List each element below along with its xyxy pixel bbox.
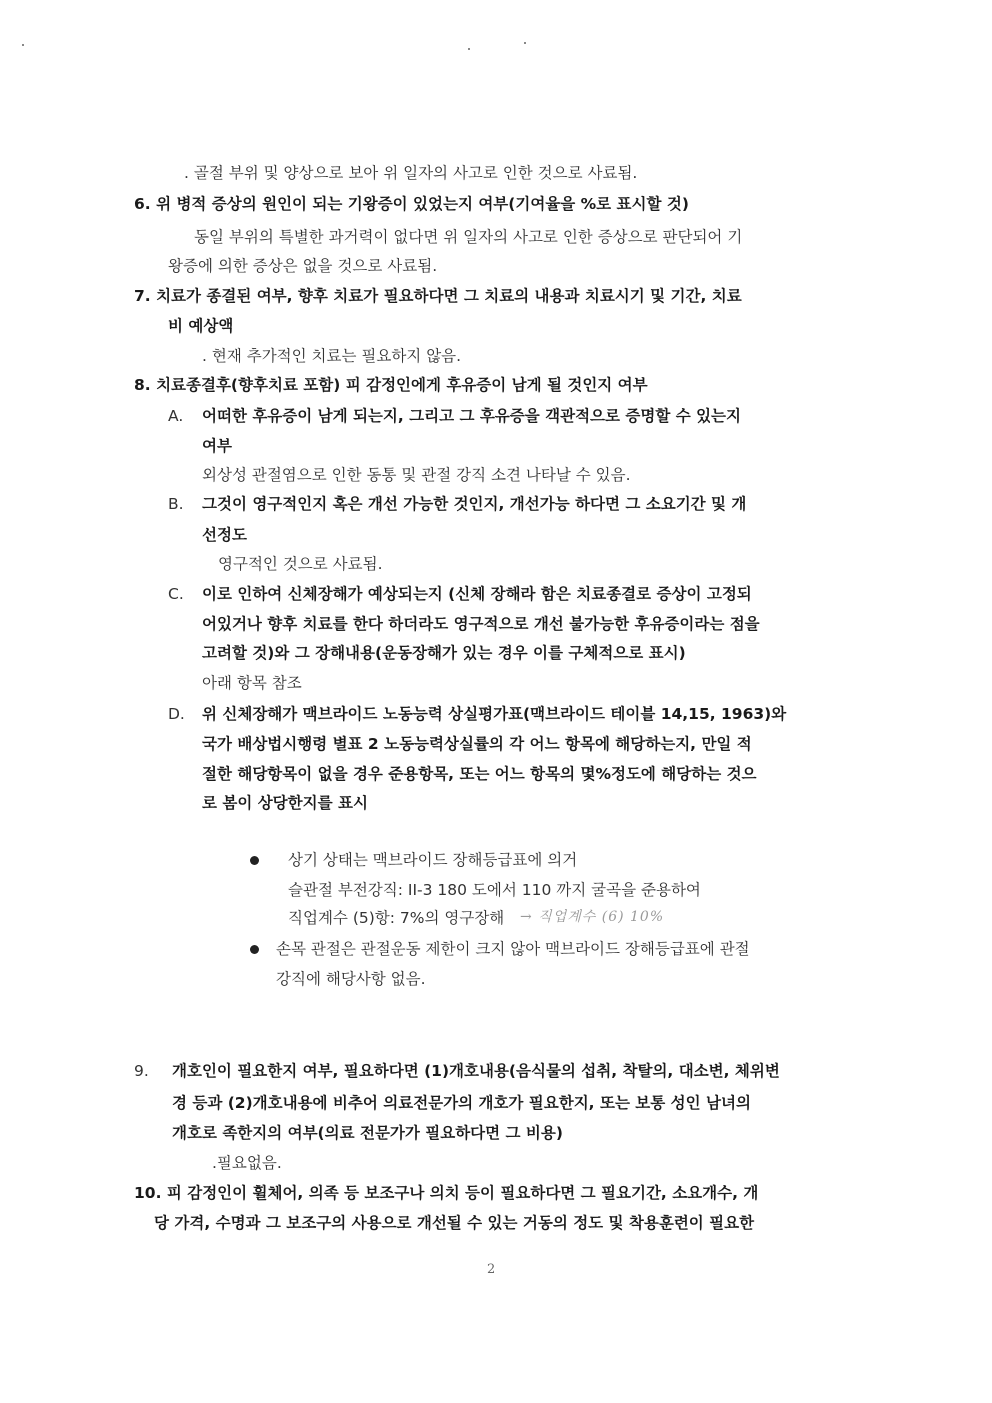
scan-speck bbox=[22, 44, 24, 46]
item-d-marker: D. bbox=[168, 705, 185, 723]
handwritten-note: → 직업계수 (6) 10% bbox=[520, 909, 665, 925]
scan-speck bbox=[524, 42, 526, 44]
bullet-2-cont: 강직에 해당사항 없음. bbox=[276, 970, 426, 988]
item-a-question: 어떠한 후유증이 남게 되는지, 그리고 그 후유증을 객관적으로 증명할 수 있는지 bbox=[202, 407, 741, 425]
item-d-question-cont3: 로 봄이 상당한지를 표시 bbox=[202, 794, 368, 812]
question-9: 개호인이 필요한지 여부, 필요하다면 (1)개호내용(음식물의 섭취, 착탈의, 대소변, 체위변 bbox=[172, 1062, 780, 1080]
item-b-answer: 영구적인 것으로 사료됨. bbox=[218, 555, 383, 573]
item-a-question-cont: 여부 bbox=[202, 437, 232, 455]
answer-9: .필요없음. bbox=[212, 1154, 282, 1172]
question-7-cont: 비 예상액 bbox=[168, 317, 234, 335]
bullet-icon bbox=[250, 945, 259, 954]
question-8: 8. 치료종결후(향후치료 포함) 피 감정인에게 후유증이 남게 될 것인지 여부 bbox=[134, 376, 648, 394]
bullet-1-text: 상기 상태는 맥브라이드 장해등급표에 의거 bbox=[288, 851, 578, 869]
bullet-icon bbox=[250, 856, 259, 865]
item-b-question-cont: 선정도 bbox=[202, 526, 247, 544]
item-d-question-cont1: 국가 배상법시행령 별표 2 노동능력상실률의 각 어느 항목에 해당하는지, 만일 적 bbox=[202, 735, 752, 753]
page-number: 2 bbox=[487, 1262, 496, 1277]
item-d-question: 위 신체장해가 맥브라이드 노동능력 상실평가표(맥브라이드 테이블 14,15, 1963)와 bbox=[202, 705, 787, 723]
answer-6: 동일 부위의 특별한 과거력이 없다면 위 일자의 사고로 인한 증상으로 판단되어 기 bbox=[194, 228, 743, 246]
conclusion-line: . 골절 부위 및 양상으로 보아 위 일자의 사고로 인한 것으로 사료됨. bbox=[184, 164, 638, 182]
item-c-question-cont1: 어있거나 향후 치료를 한다 하더라도 영구적으로 개선 불가능한 후유증이라는 점을 bbox=[202, 615, 760, 633]
item-c-answer: 아래 항목 참조 bbox=[202, 674, 302, 692]
item-d-question-cont2: 절한 해당항목이 없을 경우 준용항목, 또는 어느 항목의 몇%정도에 해당하는 것으 bbox=[202, 765, 757, 783]
item-c-question: 이로 인하여 신체장해가 예상되는지 (신체 장해라 함은 치료종결로 증상이 고정되 bbox=[202, 585, 752, 603]
question-9-cont2: 개호로 족한지의 여부(의료 전문가가 필요하다면 그 비용) bbox=[172, 1124, 563, 1142]
item-b-question: 그것이 영구적인지 혹은 개선 가능한 것인지, 개선가능 하다면 그 소요기간 및 개 bbox=[202, 495, 747, 513]
question-10-cont: 당 가격, 수명과 그 보조구의 사용으로 개선될 수 있는 거동의 정도 및 착용훈련이 필요한 bbox=[154, 1214, 755, 1232]
question-9-marker: 9. bbox=[134, 1062, 149, 1080]
item-c-question-cont2: 고려할 것)와 그 장해내용(운동장해가 있는 경우 이를 구체적으로 표시) bbox=[202, 644, 686, 662]
bullet-2-text: 손목 관절은 관절운동 제한이 크지 않아 맥브라이드 장해등급표에 관절 bbox=[276, 940, 750, 958]
bullet-1-detail-2: 직업계수 (5)항: 7%의 영구장해 bbox=[288, 909, 505, 927]
question-6: 6. 위 병적 증상의 원인이 되는 기왕증이 있었는지 여부(기여율을 %로 표시할 것) bbox=[134, 195, 689, 213]
item-a-answer: 외상성 관절염으로 인한 동통 및 관절 강직 소견 나타날 수 있음. bbox=[202, 466, 631, 484]
bullet-1-detail: 슬관절 부전강직: II-3 180 도에서 110 까지 굴곡을 준용하여 bbox=[288, 881, 701, 899]
item-a-marker: A. bbox=[168, 407, 184, 425]
item-c-marker: C. bbox=[168, 585, 184, 603]
scan-speck bbox=[468, 48, 470, 50]
item-b-marker: B. bbox=[168, 495, 184, 513]
answer-7: . 현재 추가적인 치료는 필요하지 않음. bbox=[202, 347, 462, 365]
question-9-cont1: 경 등과 (2)개호내용에 비추어 의료전문가의 개호가 필요한지, 또는 보통 성인 남녀의 bbox=[172, 1094, 751, 1112]
question-10: 10. 피 감정인이 휠체어, 의족 등 보조구나 의치 등이 필요하다면 그 필요기간, 소요개수, 개 bbox=[134, 1184, 759, 1202]
question-7: 7. 치료가 종결된 여부, 향후 치료가 필요하다면 그 치료의 내용과 치료시기 및 기간, 치료 bbox=[134, 287, 742, 305]
answer-6-cont: 왕증에 의한 증상은 없을 것으로 사료됨. bbox=[168, 257, 438, 275]
